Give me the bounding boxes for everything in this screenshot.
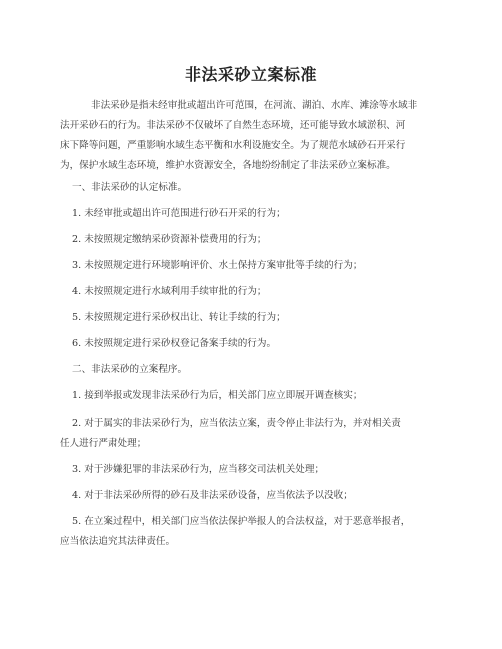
section-heading: 二、非法采砂的立案程序。 [72,364,188,375]
list-item: 4. 对于非法采砂所得的砂石及非法采砂设备，应当依法予以没收； [72,490,353,501]
list-item: 1. 接到举报或发现非法采砂行为后，相关部门应立即展开调查核实； [72,390,363,401]
list-item-line: 2. 对于属实的非法采砂行为，应当依法立案，责令停止非法行为，并对相关责 [72,418,401,429]
list-item: 1. 未经审批或超出许可范围进行砂石开采的行为； [72,208,286,219]
list-item-line: 5. 在立案过程中，相关部门应当依法保护举报人的合法权益，对于恶意举报者， [72,516,411,527]
document-title: 非法采砂立案标准 [184,65,317,84]
list-item: 5. 未按照规定进行采砂权出让、转让手续的行为； [72,312,286,323]
list-item: 4. 未按照规定进行水域利用手续审批的行为； [72,286,267,297]
intro-line: 法开采砂石的行为。非法采砂不仅破坏了自然生态环境，还可能导致水域淤积、河 [60,120,406,131]
list-item-line: 应当依法追究其法律责任。 [60,536,176,547]
list-item-line: 任人进行严肃处理； [60,438,147,449]
intro-line: 非法采砂是指未经审批或超出许可范围，在河流、湖泊、水库、滩涂等水域非 [91,100,418,111]
list-item: 3. 未按照规定进行环境影响评价、水土保持方案审批等手续的行为； [72,260,363,271]
list-item-multiline [60,512,434,552]
list-item: 6. 未按照规定进行采砂权登记备案手续的行为。 [72,338,277,349]
intro-paragraph [60,96,434,176]
section-heading: 一、非法采砂的认定标准。 [72,182,188,193]
list-item-multiline [60,414,434,454]
list-item: 2. 未按照规定缴纳采砂资源补偿费用的行为； [72,234,267,245]
intro-line: 床下降等问题，严重影响水域生态平衡和水利设施安全。为了规范水域砂石开采行 [60,140,406,151]
intro-line: 为，保护水域生态环境，维护水资源安全，各地纷纷制定了非法采砂立案标准。 [60,160,396,171]
list-item: 3. 对于涉嫌犯罪的非法采砂行为，应当移交司法机关处理； [72,464,325,475]
